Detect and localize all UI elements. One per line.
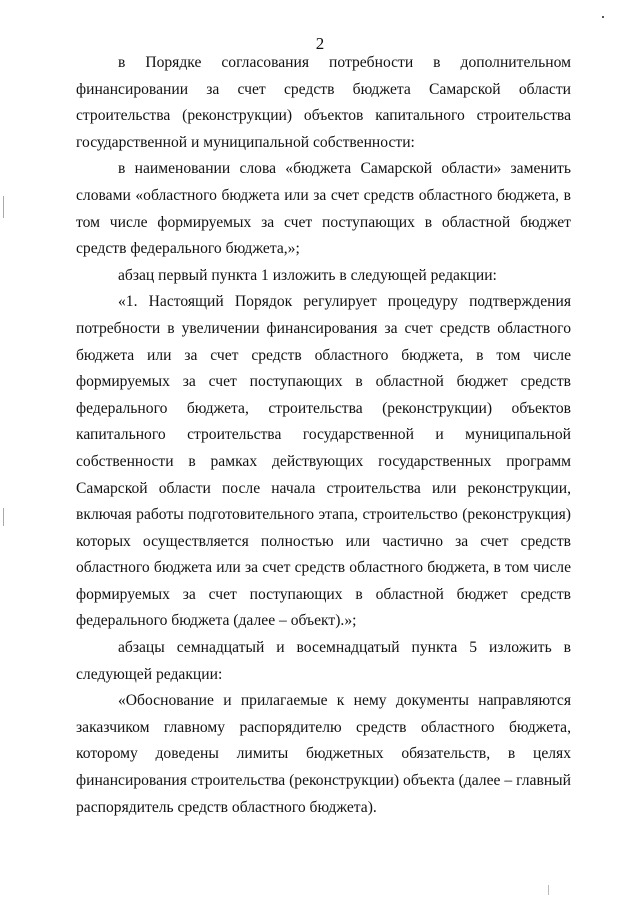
document-body (76, 50, 571, 821)
scan-speck (602, 16, 604, 18)
scan-edge-mark (3, 196, 4, 218)
paragraph-procedure-title: в Порядке согласования потребности в дополнительном финансировании за счет средств бюджета Самарской области строительства (реконструкции) объектов капитального строительства государственной и муниципальной собственности: (76, 54, 571, 151)
paragraph-name-amendment: в наименовании слова «бюджета Самарской области» заменить словами «областного бюджета или за счет средств областного бюджета, в том числе формируемых за счет поступающих в областной бюджет средств федерального бюджета,»; (76, 160, 571, 258)
paragraph-clause-5-text: «Обоснование и прилагаемые к нему документы направляются заказчиком главному распорядителю средств областного бюджета, которому доведены лимиты бюджетных обязательств, в целях финансирования строительства (реконструкции) объекта (далее – главный распорядитель средств областного бюджета). (76, 692, 571, 816)
paragraph-clause-1-intro: абзац первый пункта 1 изложить в следующей редакции: (118, 266, 497, 284)
scan-edge-mark (548, 885, 549, 895)
paragraph-clause-1-text: «1. Настоящий Порядок регулирует процедуру подтверждения потребности в увеличении финансирования за счет средств областного бюджета или за счет средств областного бюджета, в том числе формируемых за счет поступающих в областной бюджет средств федерального бюджета, строительства (реконструкции) объектов капитального строительства государственной и муниципальной собственности в рамках действующих государственных программ Самарской области после начала строительства или реконструкции, включая работы подготовительного этапа, строительство (реконструкция) которых осуществляется полностью или частично за счет средств областного бюджета или за счет средств областного бюджета, в том числе формируемых за счет поступающих в областной бюджет средств федерального бюджета (далее – объект).»; (76, 293, 571, 630)
scan-edge-mark (3, 508, 4, 526)
page-number: 2 (315, 34, 325, 53)
paragraph-clause-5-intro: абзацы семнадцатый и восемнадцатый пункта 5 изложить в следующей редакции: (76, 639, 571, 683)
